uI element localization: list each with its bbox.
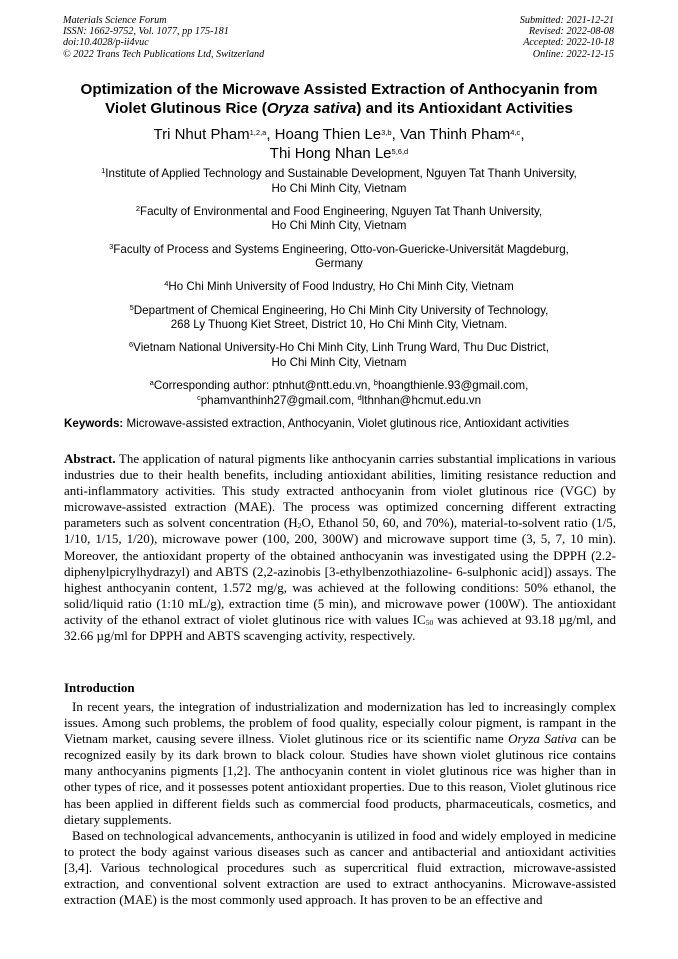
separator: , [520, 126, 525, 143]
email-text: lthnhan@hcmut.edu.vn [361, 393, 482, 407]
paragraph [64, 699, 616, 828]
affiliation-mark: 2 [135, 203, 141, 213]
paper-title [40, 80, 638, 118]
affiliation [40, 167, 638, 196]
revised-date: Revised: 2022-08-08 [528, 26, 614, 38]
affiliation-text: Vietnam National University-Ho Chi Minh City, Linh Trung Ward, Thu Duc District, [133, 341, 549, 355]
email-mark: c [196, 392, 201, 402]
affiliation-list [40, 167, 638, 417]
affiliation [40, 341, 638, 370]
journal-info [63, 15, 264, 60]
affiliation-text: Institute of Applied Technology and Sustainable Development, Nguyen Tat Thanh University, [105, 167, 577, 180]
abstract-label: Abstract. [64, 451, 116, 466]
species-name: Oryza Sativa [508, 731, 577, 747]
email-text: hoangthienle.93@gmail.com, [377, 379, 529, 393]
affiliation-text: Faculty of Process and Systems Engineering, Otto-von-Guericke-Universität Magdeburg, [113, 242, 569, 256]
keywords-text: Microwave-assisted extraction, Anthocyanin, Violet glutinous rice, Antioxidant activities [123, 417, 570, 430]
abstract-text: O, Ethanol 50, 60, and 70%), material-to-solvent ratio (1/5, 1/10, 1/15, 1/20), microwave power (100, 200, 300W) and microwave support time (3, 5, 7, 10 min). Moreover, the antioxidant property of the obtained anthocyanin was investigated using the DPPH (2.2-diphenylpicrylhydrazyl) and ABTS (2,2-azinobis [3-ethylbenzothiazoline- 6-sulphonic acid]) assays. The highest anthocyanin content, 1.572 mg/g, was achieved at the following conditions: 50% ethanol, the solid/liquid ratio (1:10 mL/g), extraction time (5 min), and microwave power (100W). The antioxidant activity of the ethanol extract of violet glutinous rice with values IC [64, 515, 616, 627]
affiliation-text: 268 Ly Thuong Kiet Street, District 10, Ho Chi Minh City, Vietnam. [170, 318, 508, 332]
author-affiliation-mark: 5,6,d [391, 147, 409, 156]
affiliation-mark: 3 [109, 241, 114, 251]
email-mark: a [149, 378, 154, 388]
email-mark: d [357, 392, 362, 402]
abstract-text: The application of natural pigments like anthocyanin carries substantial implications in various industries due to their health benefits, including antioxidant abilities, limiting resistance reduction and anti-inflammatory activities. This study extracted anthocyanin from violet glutinous rice (VGC) by microwave-assisted extraction (MAE). The process was optimized concerning different extracting parameters such as solvent concentration (H [64, 451, 616, 531]
author-name: Hoang Thien Le [274, 126, 382, 143]
submitted-date: Submitted: 2021-12-21 [519, 15, 614, 26]
affiliation-mark: 4 [164, 279, 169, 289]
paragraph: Based on technological advancements, anthocyanin is utilized in food and widely employed in medicine to protect the body against various diseases such as cancer and antibacterial and antioxidant activities [3,4]. Various technological procedures such as supercritical fluid extraction, microwave-assisted extraction, and conventional solvent extraction are used to extract anthocyanins. Microwave-assisted extraction (MAE) is the most commonly used approach. It has proven to be an effective and [64, 827, 616, 908]
journal-name: Materials Science Forum [63, 15, 167, 26]
email-text: Corresponding author: ptnhut@ntt.edu.vn, [153, 379, 374, 393]
title-text: ) and its Antioxidant Activities [356, 100, 573, 117]
abstract [64, 451, 616, 644]
affiliation [40, 205, 638, 234]
affiliation-text: Ho Chi Minh City, Vietnam [271, 355, 407, 369]
issn-line: ISSN: 1662-9752, Vol. 1077, pp 175-181 [63, 26, 229, 38]
author-list [40, 125, 638, 163]
subscript: 2 [297, 521, 302, 531]
keywords-label: Keywords: [64, 417, 124, 430]
affiliation-text: Faculty of Environmental and Food Engineering, Nguyen Tat Thanh University, [140, 204, 543, 218]
email-text: phamvanthinh27@gmail.com, [200, 393, 358, 407]
corresponding-author [40, 379, 638, 408]
affiliation-mark: 6 [129, 340, 134, 350]
paragraph-text: can be recognized easily by its dark brown to black colour. Studies have shown violet glutinous rice contains many anthocyanins pigments [1,2]. The anthocyanin content in violet glutinous rice was higher than in other types of rice, and it possesses potent antioxidant properties. Due to this reason, Violet glutinous rice has been applied in different fields such as commercial food products, pharmaceuticals, cosmetics, and dietary supplements. [64, 731, 616, 827]
affiliation-text: Ho Chi Minh University of Food Industry, Ho Chi Minh City, Vietnam [168, 280, 514, 294]
affiliation [40, 280, 638, 295]
separator: , [266, 126, 275, 143]
author-affiliation-mark: 4,c [510, 128, 521, 137]
email-mark: b [373, 378, 378, 388]
online-date: Online: 2022-12-15 [532, 48, 614, 60]
title-line-2 [40, 99, 638, 118]
affiliation-text: Germany [315, 257, 363, 271]
accepted-date: Accepted: 2022-10-18 [523, 37, 614, 49]
author-name: Tri Nhut Pham [153, 126, 250, 143]
species-name: Oryza sativa [266, 100, 357, 117]
author-affiliation-mark: 3,b [381, 128, 392, 137]
affiliation [40, 243, 638, 272]
affiliation-text: Ho Chi Minh City, Vietnam [271, 181, 407, 195]
author-affiliation-mark: 1,2,a [249, 128, 267, 137]
author-name: Van Thinh Pham [399, 126, 511, 143]
dates-info [520, 15, 614, 60]
copyright-line: © 2022 Trans Tech Publications Ltd, Switzerland [63, 48, 265, 60]
affiliation-mark: 1 [101, 166, 106, 175]
author-name: Thi Hong Nhan Le [269, 145, 392, 162]
separator: , [391, 126, 400, 143]
section-heading: Introduction [64, 680, 135, 695]
affiliation [40, 304, 638, 333]
affiliation-text: Department of Chemical Engineering, Ho Chi Minh City University of Technology, [133, 303, 549, 317]
paragraph-text: In recent years, the integration of industrialization and modernization has led to increasingly complex issues. Among such problems, the problem of food quality, especially colour pigment, is rampant in the Vietnam market, causing severe illness. Violet glutinous rice or its scientific name [64, 699, 616, 747]
introduction-body [64, 699, 616, 908]
abstract-text: was achieved at 93.18 µg/ml, and 32.66 µg/ml for DPPH and ABTS scavenging activity, respectively. [64, 611, 616, 644]
affiliation-text: Ho Chi Minh City, Vietnam [271, 219, 407, 233]
keywords [64, 416, 624, 431]
subscript: 50 [425, 617, 434, 627]
title-text: Violet Glutinous Rice ( [105, 100, 267, 117]
affiliation-mark: 5 [129, 302, 134, 312]
title-line-1: Optimization of the Microwave Assisted Extraction of Anthocyanin from [80, 81, 598, 98]
doi-line: doi:10.4028/p-ii4vuc [63, 37, 149, 49]
